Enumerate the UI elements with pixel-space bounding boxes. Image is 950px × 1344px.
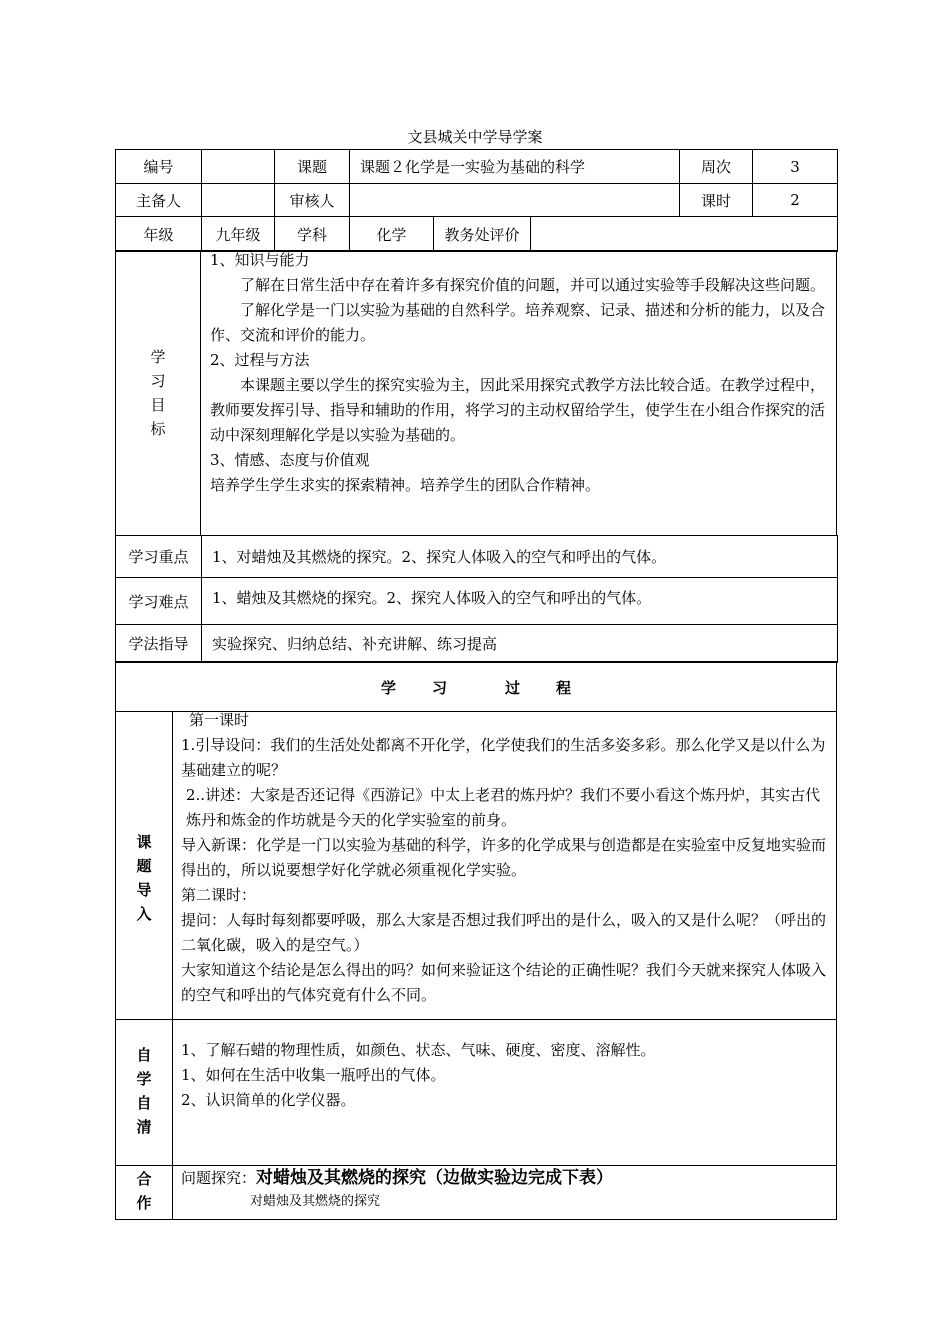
goals-text-3: 本课题主要以学生的探究实验为主，因此采用探究式教学方法比较合适。在教学过程中，教师要发挥引导、指导和辅助的作用，将学习的主动权留给学生，使学生在小组合作探究的活动中深刻理解化学是以实验为基础的。 bbox=[210, 376, 826, 444]
intro-verify: 大家知道这个结论是怎么得出的吗？如何来验证这个结论的正确性呢？我们今天就来探究人体吸入的空气和呼出的气体究竟有什么不同。 bbox=[181, 961, 827, 1004]
process-title: 学 习 过 程 bbox=[380, 679, 572, 697]
header-table bbox=[115, 149, 838, 217]
value-topic[interactable]: 课题２化学是一实验为基础的科学 bbox=[350, 150, 680, 184]
label-reviewer: 审核人 bbox=[275, 184, 350, 217]
goals-label: 学 习 目 标 bbox=[150, 348, 166, 438]
difficulty-label: 学习难点 bbox=[116, 578, 202, 625]
value-grade[interactable]: 九年级 bbox=[202, 217, 275, 252]
value-week[interactable]: 3 bbox=[753, 150, 838, 184]
goals-heading-2: 2、过程与方法 bbox=[210, 351, 310, 369]
document-title: 文县城关中学导学案 bbox=[407, 128, 543, 146]
focus-label: 学习重点 bbox=[116, 536, 202, 578]
value-preparer[interactable] bbox=[202, 184, 275, 217]
self-study-item-1: 1、了解石蜡的物理性质，如颜色、状态、气味、硬度、密度、溶解性。 bbox=[181, 1041, 656, 1059]
value-subject[interactable]: 化学 bbox=[350, 217, 434, 252]
self-study-content bbox=[181, 1038, 831, 1113]
intro-new-lesson: 导入新课：化学是一门以实验为基础的科学，许多的化学成果与创造都是在实验室中反复地实验而得出的，所以说要想学好化学就必须重视化学实验。 bbox=[181, 836, 827, 879]
goals-text-1: 了解在日常生活中存在着许多有探究价值的问题，并可以通过实验等手段解决这些问题。 bbox=[240, 276, 826, 294]
goals-content bbox=[210, 248, 830, 498]
goals-text-4: 培养学生学生求实的探索精神。培养学生的团队合作精神。 bbox=[210, 476, 601, 494]
cooperation-heading: 问题探究：对蜡烛及其燃烧的探究（边做实验边完成下表） bbox=[181, 1168, 614, 1188]
self-study-item-2: 1、如何在生活中收集一瓶呼出的气体。 bbox=[181, 1066, 446, 1084]
label-evaluation: 教务处评价 bbox=[434, 217, 531, 252]
method-text: 实验探究、归纳总结、补充讲解、练习提高 bbox=[202, 625, 838, 663]
intro-ask: 提问：人每时每刻都要呼吸，那么大家是否想过我们呼出的是什么，吸入的又是什么呢？（呼出的二氧化碳，吸入的是空气。） bbox=[181, 911, 827, 954]
self-study-item-3: 2、认识简单的化学仪器。 bbox=[181, 1091, 356, 1109]
goals-heading-3: 3、情感、态度与价值观 bbox=[210, 451, 370, 469]
intro-second-lesson: 第二课时： bbox=[181, 886, 257, 904]
cooperation-label: 合 作 bbox=[136, 1170, 152, 1212]
label-grade: 年级 bbox=[116, 217, 202, 252]
label-week: 周次 bbox=[680, 150, 753, 184]
label-topic: 课题 bbox=[275, 150, 350, 184]
self-study-label: 自 学 自 清 bbox=[136, 1046, 152, 1136]
value-period[interactable]: 2 bbox=[753, 184, 838, 217]
goals-text-2: 了解化学是一门以实验为基础的自然科学。培养观察、记录、描述和分析的能力，以及合作、交流和评价的能力。 bbox=[210, 301, 826, 344]
intro-lecture: 2..讲述：大家是否还记得《西游记》中太上老君的炼丹炉？我们不要小看这个炼丹炉，其实古代炼丹和炼金的作坊就是今天的化学实验室的前身。 bbox=[186, 786, 821, 829]
intro-first-lesson: 第一课时 bbox=[189, 711, 250, 729]
key-points-table bbox=[115, 535, 838, 663]
intro-content bbox=[181, 708, 831, 1008]
label-period: 课时 bbox=[680, 184, 753, 217]
focus-text: 1、对蜡烛及其燃烧的探究。2、探究人体吸入的空气和呼出的气体。 bbox=[202, 536, 838, 578]
intro-question: 1.引导设问：我们的生活处处都离不开化学，化学使我们的生活多姿多彩。那么化学又是以什么为基础建立的呢？ bbox=[181, 736, 826, 779]
cooperation-subtitle: 对蜡烛及其燃烧的探究 bbox=[250, 1194, 381, 1209]
method-label: 学法指导 bbox=[116, 625, 202, 663]
difficulty-text: 1、蜡烛及其燃烧的探究。2、探究人体吸入的空气和呼出的气体。 bbox=[202, 578, 838, 625]
grade-row bbox=[115, 216, 838, 252]
label-number: 编号 bbox=[116, 150, 202, 184]
value-number[interactable] bbox=[202, 150, 275, 184]
label-preparer: 主备人 bbox=[116, 184, 202, 217]
value-reviewer[interactable] bbox=[350, 184, 680, 217]
intro-label: 课 题 导 入 bbox=[136, 833, 152, 923]
value-evaluation[interactable] bbox=[531, 217, 838, 252]
goals-heading-1: 1、知识与能力 bbox=[210, 251, 310, 269]
label-subject: 学科 bbox=[275, 217, 350, 252]
